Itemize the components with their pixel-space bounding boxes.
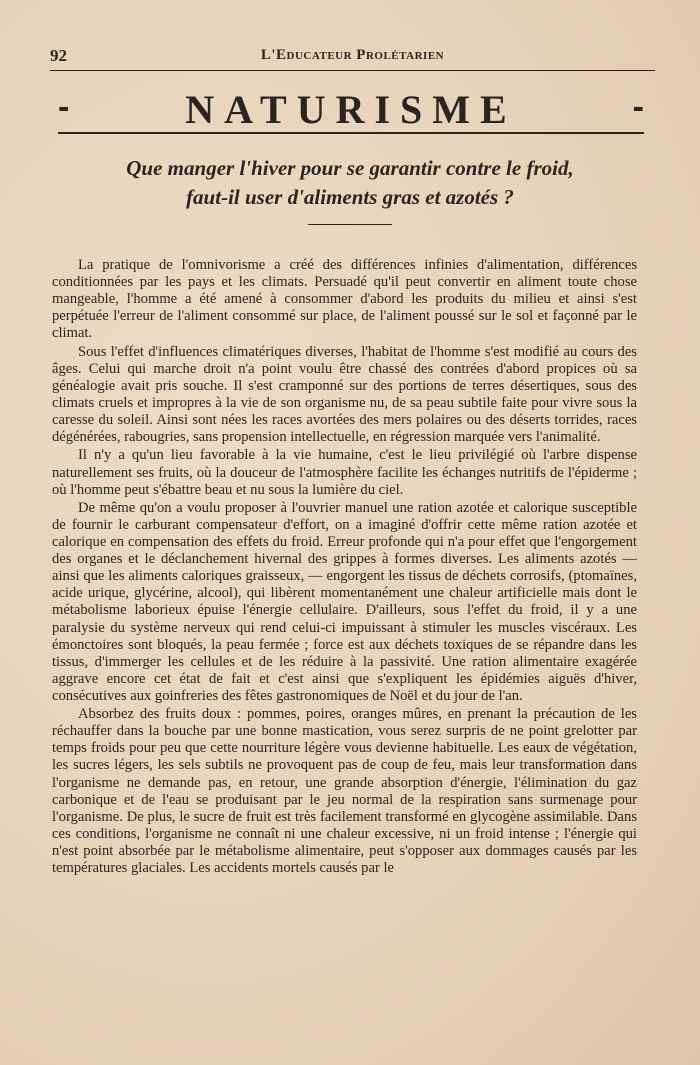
paragraph: La pratique de l'omnivorisme a créé des différences infinies d'alimentation, différences conditionnées par les pays et les climats. Persuadé qu'il peut convertir en aliment toute chose mangeable, l'homme a été amené à consommer d'abord les produits du milieu et ainsi s'est perpétuée l'erreur de l'aliment consommé sur place, de l'aliment poussé sur le sol et façonné par le climat. [52, 257, 637, 342]
title-word: NATURISME [185, 87, 517, 132]
title-dash-left: - [58, 88, 70, 126]
page-header [50, 44, 655, 71]
page-number: 92 [50, 46, 67, 65]
subtitle-line-1: Que manger l'hiver pour se garantir contre le froid, [126, 156, 574, 180]
article-title [58, 86, 644, 134]
paragraph: De même qu'on a voulu proposer à l'ouvrier manuel une ration azotée et calorique susceptible de fournir le carburant compensateur d'effort, on a imaginé d'offrir cette même ration azotée et calorique en compensation des effets du froid. Erreur profonde qui n'a pour effet que l'engorgement des organes et le déclanchement hivernal des grippes à formes diverses. Les aliments azotés — ainsi que les aliments caloriques graisseux, — engorgent les tissus de déchets corrosifs, (ptomaïnes, acide urique, glycérine, alcool), qui libèrent momentanément une chaleur artificielle mais dont le métabolisme laborieux épuise l'énergie cellulaire. D'ailleurs, sous l'effet du froid, il y a une paralysie du système nerveux qui rend celui-ci impuissant à stimuler les muscles viscéraux. Les émonctoires sont bloqués, la peau fermée ; force est aux déchets toxiques de se répandre dans les tissus, d'immerger les cellules et de les réduire à la passivité. Une ration alimentaire exagérée aggrave encore cet état de fait et c'est ainsi que s'expliquent les épidémies aiguës d'hiver, consécutives aux goinfreries des fêtes gastronomiques de Noël et du jour de l'an. [52, 499, 637, 704]
journal-title: L'Educateur Prolétarien [260, 47, 445, 63]
title-dash-right: - [632, 88, 644, 126]
paragraph: Absorbez des fruits doux : pommes, poires, oranges mûres, en prenant la précaution de les réchauffer dans la bouche par une bonne mastication, vous serez surpris de ne point grelotter par temps froids pour peu que cette nourriture légère vous devienne habituelle. Les eaux de végétation, les sucres légers, les sels subtils ne provoquent pas de coup de feu, mais leur transformation dans l'organisme ne demande pas, en retour, une grande absorption d'énergie, l'élimination du gaz carbonique et de l'eau se produisant par le jeu normal de la respiration sans surmenage pour l'organisme. De plus, le sucre de fruit est très facilement transformé en glycogène assimilable. Dans ces conditions, l'organisme ne connaît ni une chaleur excessive, ni un froid intense ; l'énergie qui n'est point absorbée par le métabolisme alimentaire, peut s'opposer aux dommages causés par les températures glaciales. Les accidents mortels causés par le [52, 706, 637, 877]
paragraph: Il n'y a qu'un lieu favorable à la vie humaine, c'est le lieu privilégié où l'arbre dispense naturellement ses fruits, où la douceur de l'atmosphère facilite les échanges nutritifs de l'épiderme ; où l'homme peut s'ébattre beau et nu sous la lumière du ciel. [52, 447, 637, 498]
subtitle-line-2: faut-il user d'aliments gras et azotés ? [186, 185, 514, 209]
paragraph: Sous l'effet d'influences climatériques diverses, l'habitat de l'homme s'est modifié au cours des âges. Celui qui marche droit n'a point voulu être chassé des contrées d'abord propices où sa généalogie avait pris souche. Il s'est cramponné sur des portions de terres désertiques, sous des climats cruels et impropres à la vie de son organisme nu, de sa peau subtile faite pour vivre sous la caresse du soleil. Ainsi sont nées les races avortées des mers polaires ou des déserts torrides, races dégénérées, rabougries, sans propension intellectuelle, en régression marquée vers l'animalité. [52, 343, 637, 446]
subtitle-rule [308, 224, 392, 225]
article-body [52, 257, 637, 878]
article-subtitle [60, 154, 640, 212]
